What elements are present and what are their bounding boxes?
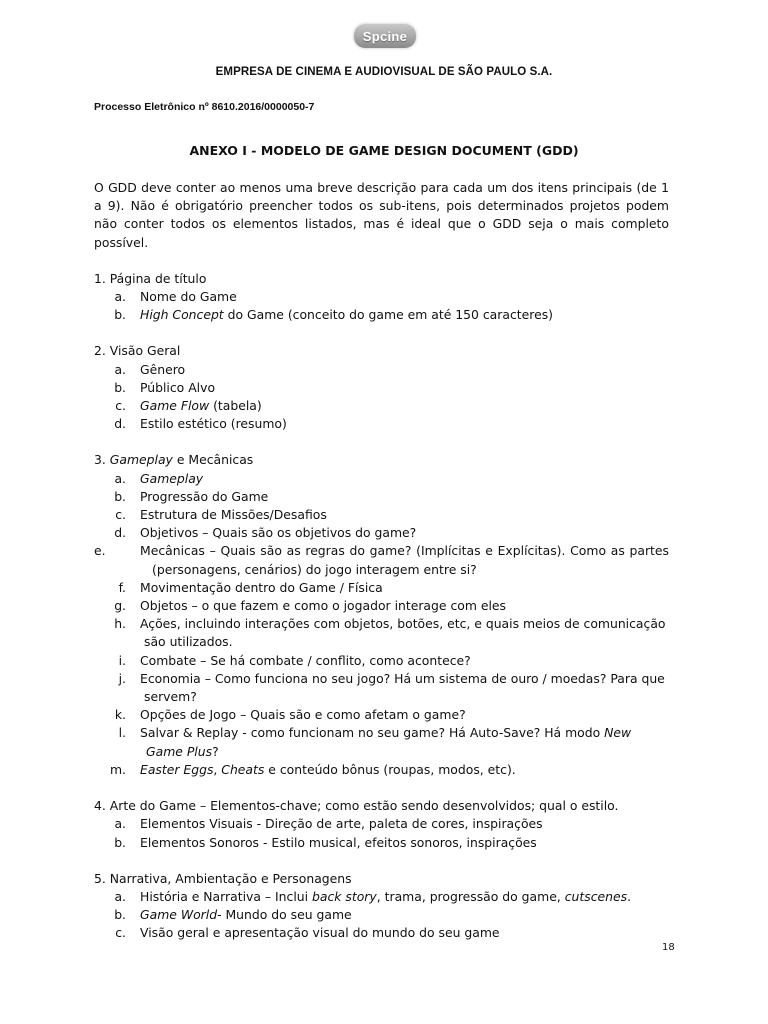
list-item: c. Visão geral e apresentação visual do mundo do seu game (115, 925, 500, 941)
list-item: c. Game Flow (tabela) (115, 398, 262, 414)
list-item-continuation: Game Plus? (146, 743, 219, 759)
section-title: 3. Gameplay e Mecânicas (94, 452, 254, 468)
list-item: b. Game World- Mundo do seu game (114, 907, 352, 923)
list-item: a. Nome do Game (114, 289, 237, 305)
list-item: b. Progressão do Game (114, 488, 269, 504)
list-item: c. Estrutura de Missões/Desafios (115, 507, 327, 523)
section-title: 2. Visão Geral (94, 343, 181, 359)
company-name: EMPRESA DE CINEMA E AUDIOVISUAL DE SÃO PAULO S.A. (215, 66, 553, 78)
section-4 (94, 797, 669, 852)
list-item: g. Objetos – o que fazem e como o jogador interage com eles (114, 598, 507, 614)
list-item: a. Elementos Visuais - Direção de arte, paleta de cores, inspirações (114, 816, 543, 832)
list-item-continuation: (personagens, cenários) do jogo interagem entre si? (152, 561, 477, 577)
section-5 (94, 870, 669, 943)
list-item: m. Easter Eggs, Cheats e conteúdo bônus (roupas, modos, etc). (109, 761, 516, 777)
section-1 (94, 270, 669, 325)
list-item: i. Combate – Se há combate / conflito, como acontece? (118, 652, 471, 668)
annex-title: ANEXO I - MODELO DE GAME DESIGN DOCUMENT (GDD) (189, 143, 579, 158)
list-item: d. Estilo estético (resumo) (114, 416, 287, 432)
list-item: a. História e Narrativa – Inclui back story, trama, progressão do game, cutscenes. (114, 888, 632, 904)
spcine-logo (354, 24, 416, 48)
list-item: k. Opções de Jogo – Quais são e como afetam o game? (114, 707, 466, 723)
list-item: j. Economia – Como funciona no seu jogo? Há um sistema de ouro / moedas? Para que (118, 670, 665, 686)
page-number: 18 (662, 942, 675, 953)
section-title: 4. Arte do Game – Elementos-chave; como estão sendo desenvolvidos; qual o estilo. (94, 798, 619, 814)
list-item: d. Objetivos – Quais são os objetivos do game? (114, 525, 417, 541)
process-number: Processo Eletrônico nº 8610.2016/0000050-7 (94, 101, 315, 113)
list-item: e. Mecânicas – Quais são as regras do game? (Implícitas e Explícitas). Como as partes (94, 543, 669, 559)
section-3 (94, 451, 669, 779)
intro-paragraph: O GDD deve conter ao menos uma breve descrição para cada um dos itens principais (de 1 a 9). Não é obrigatório preencher todos os sub-itens, pois determinados projetos podem não conter todos os elementos listados, mas é ideal que o GDD seja o mais completo possível. (94, 180, 669, 250)
list-item: a. Gênero (114, 361, 186, 377)
list-item: b. Elementos Sonoros - Estilo musical, efeitos sonoros, inspirações (114, 834, 537, 850)
list-item: b. High Concept do Game (conceito do game em até 150 caracteres) (114, 307, 553, 323)
document-body (94, 179, 669, 943)
logo-text: Spcine (362, 28, 408, 44)
list-item: a. Gameplay (114, 470, 204, 486)
list-item: h. Ações, incluindo interações com objetos, botões, etc, e quais meios de comunicação (114, 616, 666, 632)
section-title: 5. Narrativa, Ambientação e Personagens (94, 870, 352, 886)
section-title: 1. Página de título (94, 270, 207, 286)
list-item: f. Movimentação dentro do Game / Física (118, 579, 383, 595)
list-item-continuation: servem? (144, 689, 197, 705)
list-item: b. Público Alvo (114, 379, 216, 395)
list-item-continuation: são utilizados. (144, 634, 233, 650)
list-item: l. Salvar & Replay - como funcionam no seu game? Há Auto-Save? Há modo New (118, 725, 632, 741)
section-2 (94, 342, 669, 433)
